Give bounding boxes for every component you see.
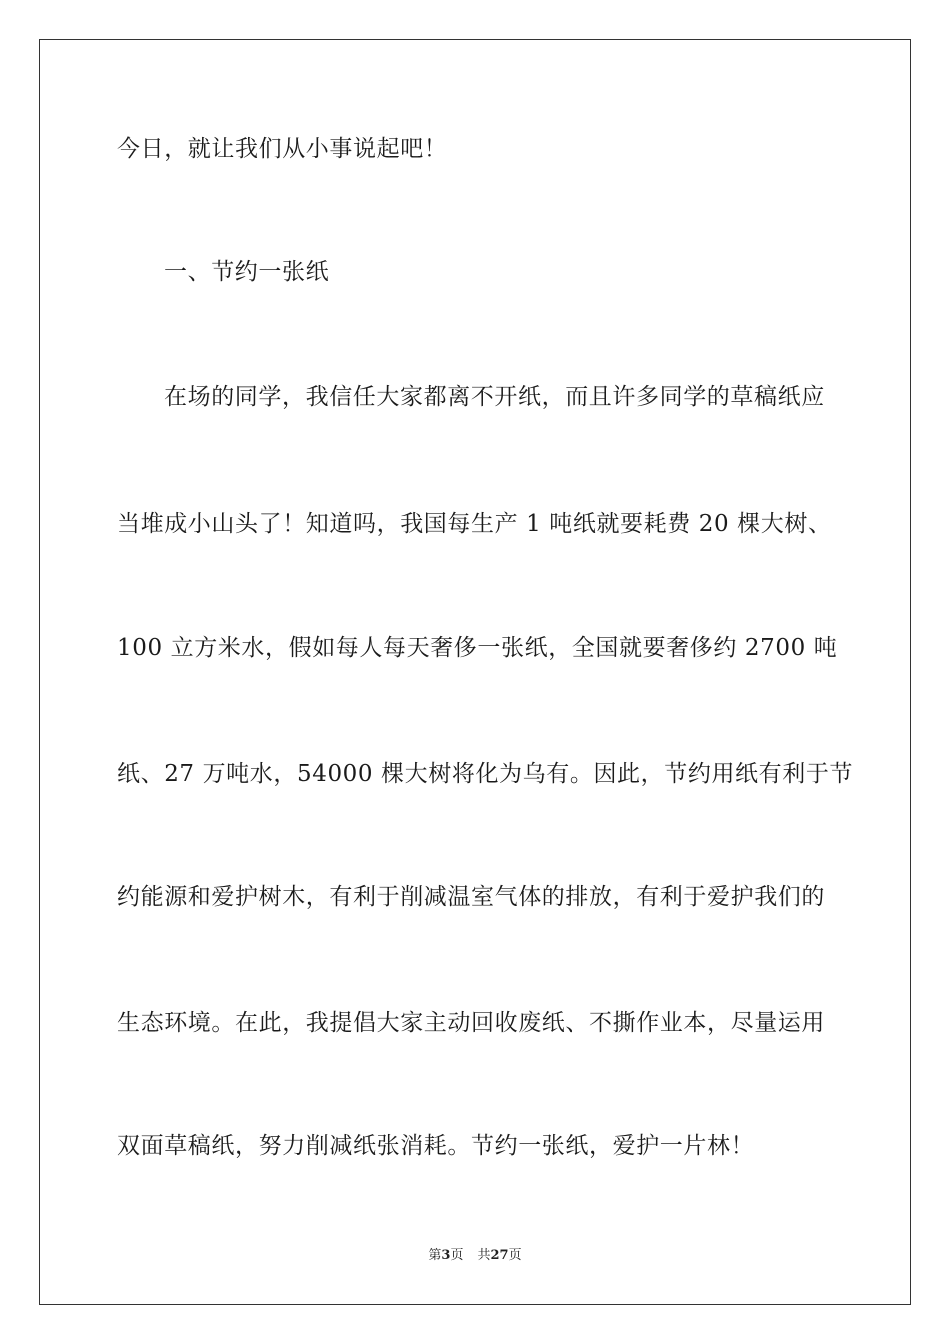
paragraph-line-1: 今日，就让我们从小事说起吧！ bbox=[117, 136, 448, 162]
page-current: 3 bbox=[441, 1248, 451, 1263]
paragraph-line-5: 纸、27 万吨水，54000 棵大树将化为乌有。因此，节约用纸有利于节 bbox=[117, 761, 854, 787]
page-footer bbox=[0, 1247, 950, 1265]
paragraph-line-7: 生态环境。在此，我提倡大家主动回收废纸、不撕作业本，尽量运用 bbox=[117, 1010, 825, 1036]
page-border bbox=[39, 39, 911, 1305]
page-prefix: 第 bbox=[428, 1248, 442, 1263]
paragraph-line-6: 约能源和爱护树木，有利于削减温室气体的排放，有利于爱护我们的 bbox=[117, 884, 825, 910]
total-prefix: 共 bbox=[477, 1248, 491, 1263]
section-heading: 一、节约一张纸 bbox=[164, 259, 330, 285]
page-suffix: 页 bbox=[450, 1248, 464, 1263]
paragraph-line-3: 当堆成小山头了！知道吗，我国每生产 1 吨纸就要耗费 20 棵大树、 bbox=[117, 511, 832, 537]
page-total: 27 bbox=[490, 1248, 509, 1263]
paragraph-line-2: 在场的同学，我信任大家都离不开纸，而且许多同学的草稿纸应 bbox=[164, 384, 825, 410]
paragraph-line-8: 双面草稿纸，努力削减纸张消耗。节约一张纸，爱护一片林！ bbox=[117, 1133, 755, 1159]
total-suffix: 页 bbox=[508, 1248, 522, 1263]
paragraph-line-4: 100 立方米水，假如每人每天奢侈一张纸，全国就要奢侈约 2700 吨 bbox=[117, 635, 838, 661]
